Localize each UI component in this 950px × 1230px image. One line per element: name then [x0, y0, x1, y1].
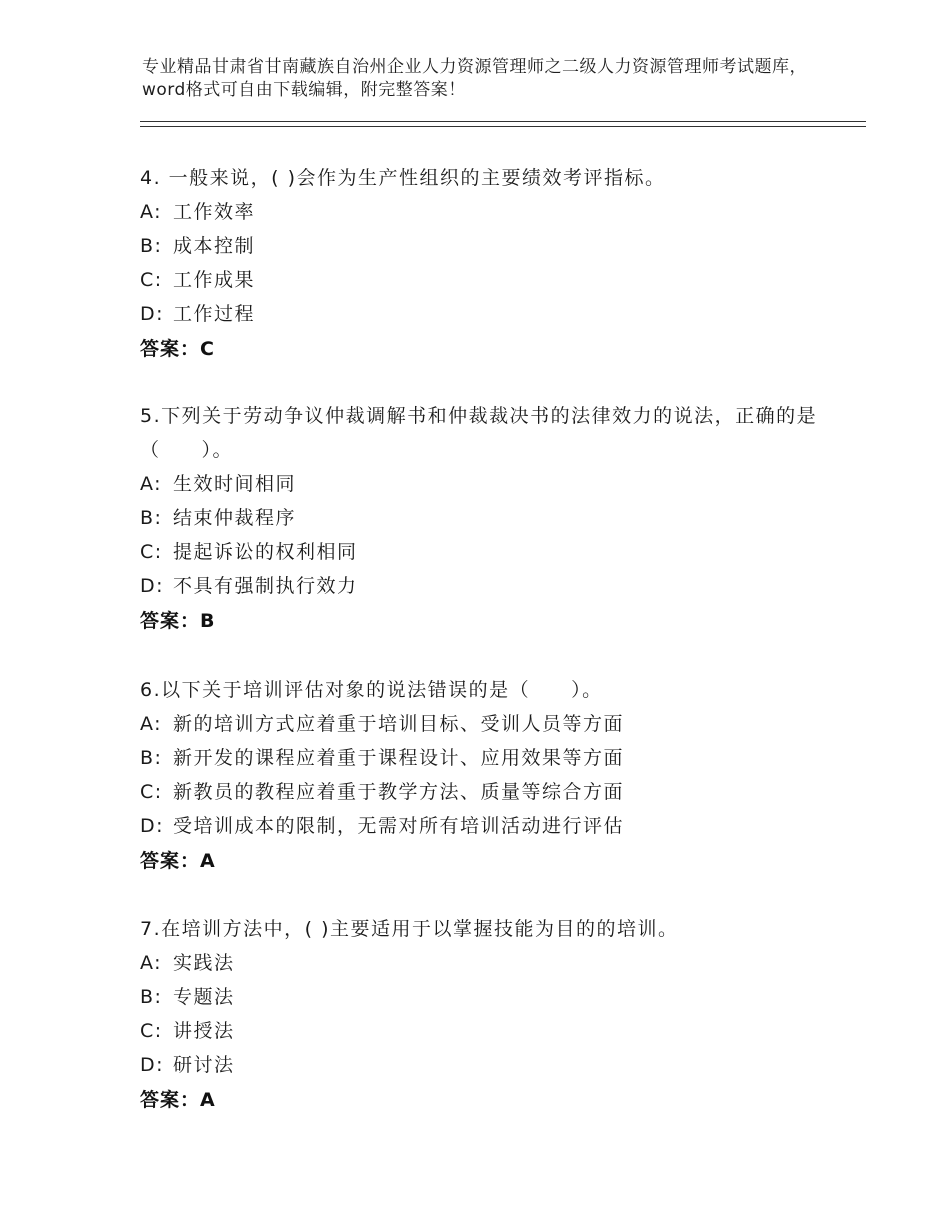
option-text: 工作过程 [173, 303, 256, 325]
option-c [140, 535, 820, 569]
option-d [140, 297, 820, 331]
option-b [140, 741, 820, 775]
option-letter: C: [140, 1020, 163, 1042]
option-a [140, 467, 820, 501]
option-letter: B: [140, 235, 163, 257]
option-letter: B: [140, 507, 163, 529]
option-text: 工作成果 [173, 269, 256, 291]
option-letter: B: [140, 747, 163, 769]
question-stem: 5.下列关于劳动争议仲裁调解书和仲裁裁决书的法律效力的说法，正确的是（ ）。 [140, 405, 818, 461]
answer-line: 答案：B [140, 610, 216, 632]
document-header: 专业精品甘肃省甘南藏族自治州企业人力资源管理师之二级人力资源管理师考试题库，word格式可自由下载编辑，附完整答案！ [142, 57, 807, 100]
question-block [140, 912, 820, 1118]
option-text: 新教员的教程应着重于教学方法、质量等综合方面 [173, 781, 625, 803]
answer-line: 答案：C [140, 338, 215, 360]
answer-line: 答案：A [140, 850, 216, 872]
option-letter: D: [140, 1054, 165, 1076]
option-letter: C: [140, 269, 163, 291]
question-block [140, 673, 820, 879]
option-b [140, 501, 820, 535]
option-text: 不具有强制执行效力 [173, 575, 358, 597]
option-text: 讲授法 [173, 1020, 235, 1042]
option-b [140, 980, 820, 1014]
option-text: 生效时间相同 [173, 473, 297, 495]
question-block [140, 399, 820, 639]
question-stem: 4. 一般来说，( )会作为生产性组织的主要绩效考评指标。 [140, 167, 666, 189]
option-text: 新的培训方式应着重于培训目标、受训人员等方面 [173, 713, 625, 735]
option-d [140, 1048, 820, 1082]
option-letter: D: [140, 575, 165, 597]
option-a [140, 707, 820, 741]
option-text: 工作效率 [173, 201, 256, 223]
option-text: 成本控制 [173, 235, 256, 257]
option-text: 新开发的课程应着重于课程设计、应用效果等方面 [173, 747, 625, 769]
option-c [140, 775, 820, 809]
question-stem: 7.在培训方法中，( )主要适用于以掌握技能为目的的培训。 [140, 918, 679, 940]
question-stem: 6.以下关于培训评估对象的说法错误的是（ ）。 [140, 679, 603, 701]
option-text: 研讨法 [173, 1054, 235, 1076]
option-c [140, 1014, 820, 1048]
option-letter: B: [140, 986, 163, 1008]
option-d [140, 809, 820, 843]
option-text: 受培训成本的限制，无需对所有培训活动进行评估 [173, 815, 625, 837]
option-a [140, 946, 820, 980]
question-block [140, 161, 820, 367]
option-letter: A: [140, 713, 163, 735]
option-letter: D: [140, 303, 165, 325]
option-text: 结束仲裁程序 [173, 507, 297, 529]
header-double-rule [140, 121, 866, 127]
option-b [140, 229, 820, 263]
option-c [140, 263, 820, 297]
option-text: 实践法 [173, 952, 235, 974]
option-letter: C: [140, 541, 163, 563]
option-letter: A: [140, 473, 163, 495]
option-d [140, 569, 820, 603]
option-letter: C: [140, 781, 163, 803]
option-letter: A: [140, 201, 163, 223]
option-letter: A: [140, 952, 163, 974]
option-text: 专题法 [173, 986, 235, 1008]
option-text: 提起诉讼的权利相同 [173, 541, 358, 563]
answer-line: 答案：A [140, 1089, 216, 1111]
option-a [140, 195, 820, 229]
option-letter: D: [140, 815, 165, 837]
